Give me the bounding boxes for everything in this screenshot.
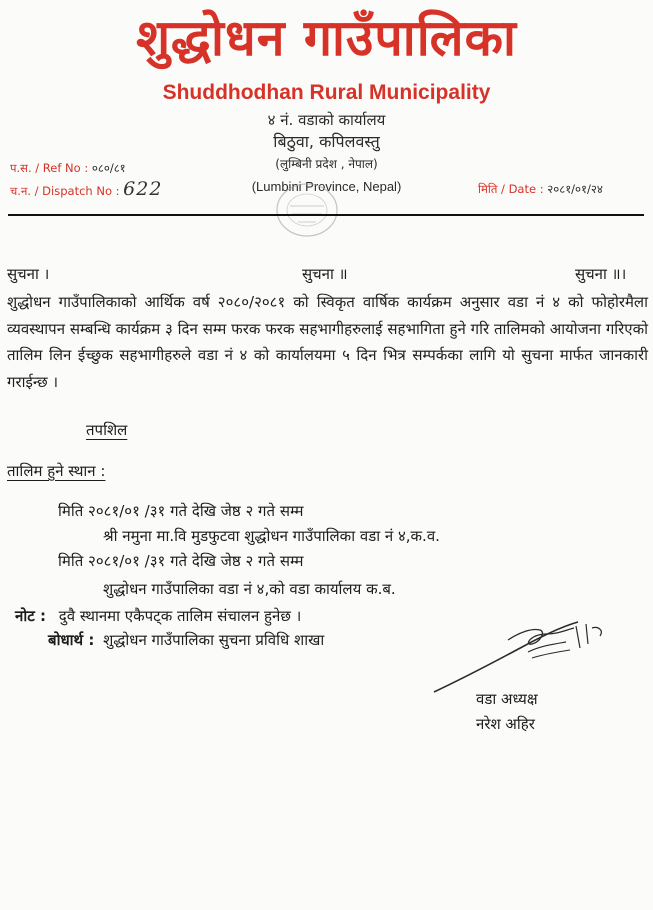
ward-office-name: ४ नं. वडाको कार्यालय	[267, 111, 386, 129]
info-label: बोधार्थ :	[48, 631, 95, 649]
note-label: नोट :	[15, 607, 46, 625]
date-value: २०८१/०१/२४	[547, 182, 603, 196]
details-heading: तपशिल	[86, 421, 128, 439]
training-date-2: मिति २०८१/०१ /३१ गते देखि जेष्ठ २ गते सम्म	[58, 552, 304, 570]
training-venue-1: श्री नमुना मा.वि मुडफुटवा शुद्धोधन गाउँपालिका वडा नं ४,क.व.	[103, 527, 440, 545]
dispatch-value: 622	[123, 178, 163, 200]
info-line	[48, 630, 324, 650]
ref-label: प.स. / Ref No :	[10, 161, 89, 175]
ref-value: ०८०/८१	[91, 161, 126, 175]
info-text: शुद्धोधन गाउँपालिका सुचना प्रविधि शाखा	[103, 631, 325, 649]
signatory-name: नरेश अहिर	[476, 715, 535, 733]
venue-heading: तालिम हुने स्थान :	[7, 462, 106, 480]
dispatch-label: च.न. / Dispatch No :	[10, 184, 120, 198]
municipality-title-english: Shuddhodhan Rural Municipality	[162, 81, 491, 104]
letter-date	[478, 181, 603, 197]
training-venue-2: शुद्धोधन गाउँपालिका वडा नं ४,को वडा कार्यालय क.ब.	[103, 580, 396, 598]
office-location: बिठुवा, कपिलवस्तु	[273, 132, 380, 151]
training-date-1: मिति २०८१/०१ /३१ गते देखि जेष्ठ २ गते सम्म	[58, 502, 304, 520]
letterhead-divider	[8, 214, 644, 216]
office-stamp	[268, 176, 346, 244]
signature	[428, 604, 608, 698]
province-english: (Lumbini Province, Nepal)	[251, 179, 402, 194]
dispatch-number	[10, 178, 163, 200]
reference-number	[10, 160, 126, 176]
signatory-title: वडा अध्यक्ष	[476, 690, 538, 708]
province-nepali: (लुम्बिनी प्रदेश , नेपाल)	[275, 157, 378, 171]
notice-paragraph: शुद्धोधन गाउँपालिकाको आर्थिक वर्ष २०८०/२०८१ को स्विकृत वार्षिक कार्यक्रम अनुसार वडा नं ४ को फोहोरमैला व्यवस्थापन सम्बन्धि कार्यक्रम ३ दिन सम्म फरक फरक सहभागीहरुलाई सहभागिता हुने गरि तालिमको आयोजना गरिएको तालिम लिन ईच्छुक सहभागीहरुले वडा नं ४ को कार्यालयमा ५ दिन भित्र सम्पर्कका लागि यो सुचना मार्फत जानकारी गराईन्छ ।	[7, 293, 648, 391]
notice-heading-center: सुचना ॥	[302, 265, 348, 283]
date-label: मिति / Date :	[478, 182, 544, 196]
note-text: दुवै स्थानमा एकैपट्क तालिम संचालन हुनेछ ।	[58, 607, 302, 625]
note-line	[15, 606, 301, 626]
municipality-title-nepali: शुद्धोधन गाउँपालिका	[136, 8, 517, 67]
notice-heading-left: सुचना ।	[7, 265, 50, 283]
notice-heading-right: सुचना ॥।	[575, 265, 627, 283]
